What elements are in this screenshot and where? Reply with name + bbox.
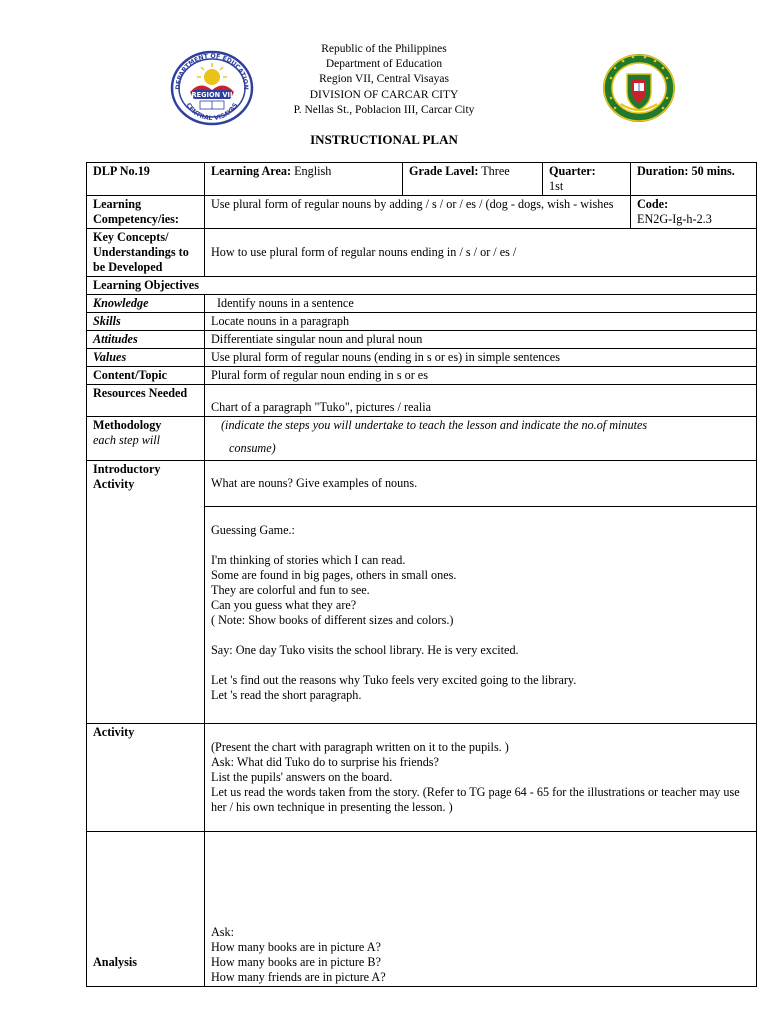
intro-line (211, 538, 750, 553)
analysis-line: How many books are in picture A? (211, 940, 381, 954)
activity-line: Ask: What did Tuko do to surprise his friends? (211, 755, 439, 769)
intro-line (211, 658, 750, 673)
methodology-sub: each step will (93, 433, 161, 447)
code-value: EN2G-Ig-h-2.3 (637, 212, 712, 226)
learning-area-value: English (291, 164, 332, 178)
activity-line: List the pupils' answers on the board. (211, 770, 393, 784)
letterhead-line-division: DIVISION OF CARCAR CITY (309, 88, 459, 101)
intro-line: They are colorful and fun to see. (211, 583, 370, 597)
quarter-cell (543, 163, 631, 196)
values-label: Values (87, 349, 205, 367)
attitudes-row (87, 331, 757, 349)
attitudes-value: Differentiate singular noun and plural noun (205, 331, 757, 349)
instructional-plan-table (86, 162, 757, 987)
activity-detail (205, 724, 757, 832)
methodology-value-cell (205, 417, 757, 461)
values-row (87, 349, 757, 367)
content-row (87, 367, 757, 385)
letterhead-line-department: Department of Education (325, 58, 443, 71)
skills-label: Skills (87, 313, 205, 331)
intro-line: ( Note: Show books of different sizes and colors.) (211, 613, 454, 627)
methodology-value: (indicate the steps you will undertake to teach the lesson and indicate the no.of minutes (221, 418, 648, 432)
quarter-value: 1st (549, 179, 564, 193)
intro-line: Let 's read the short paragraph. (211, 688, 362, 702)
intro-line: Can you guess what they are? (211, 598, 357, 612)
competency-row (87, 196, 757, 229)
intro-row (87, 461, 757, 507)
learning-area-cell (205, 163, 403, 196)
values-value: Use plural form of regular nouns (ending in s or es) in simple sentences (205, 349, 757, 367)
analysis-line: How many books are in picture B? (211, 955, 381, 969)
duration: Duration: 50 mins. (631, 163, 757, 196)
knowledge-row (87, 295, 757, 313)
content-value: Plural form of regular noun ending in s or es (205, 367, 757, 385)
resources-value: Chart of a paragraph "Tuko", pictures / realia (205, 385, 757, 417)
skills-value: Locate nouns in a paragraph (205, 313, 757, 331)
intro-line (211, 628, 750, 643)
activity-row (87, 724, 757, 832)
analysis-label: Analysis (87, 832, 205, 987)
methodology-row (87, 417, 757, 461)
letterhead (0, 42, 768, 118)
intro-line: Let 's find out the reasons why Tuko feels very excited going to the library. (211, 673, 577, 687)
intro-line: I'm thinking of stories which I can read. (211, 553, 406, 567)
analysis-detail (205, 832, 757, 987)
activity-line: Let us read the words taken from the story. (Refer to TG page 64 - 65 for the illustrations or teacher may use her / his own technique in presenting the lesson. ) (211, 785, 740, 814)
grade-level-cell (403, 163, 543, 196)
code-label: Code: (637, 197, 669, 211)
key-concepts-row (87, 229, 757, 277)
header-row (87, 163, 757, 196)
page-title: INSTRUCTIONAL PLAN (310, 132, 458, 147)
intro-detail (205, 507, 757, 724)
resources-row (87, 385, 757, 417)
activity-label: Activity (87, 724, 205, 832)
objectives-row (87, 277, 757, 295)
resources-label: Resources Needed (87, 385, 205, 417)
grade-level-value: Three (478, 164, 510, 178)
objectives-label: Learning Objectives (87, 277, 757, 295)
analysis-line: Ask: (211, 925, 235, 939)
intro-label: Introductory Activity (87, 461, 205, 724)
methodology-cell (87, 417, 205, 461)
intro-line: Say: One day Tuko visits the school library. He is very excited. (211, 643, 519, 657)
competency-value: Use plural form of regular nouns by adding / s / or / es / (dog - dogs, wish - wishes (205, 196, 631, 229)
competency-label: Learning Competency/ies: (87, 196, 205, 229)
skills-row (87, 313, 757, 331)
methodology-label: Methodology (93, 418, 162, 432)
knowledge-label: Knowledge (87, 295, 205, 313)
analysis-row (87, 832, 757, 987)
methodology-value-2: consume) (229, 441, 276, 455)
letterhead-line-republic: Republic of the Philippines (321, 43, 447, 55)
learning-area-label: Learning Area: (211, 164, 292, 178)
activity-line: (Present the chart with paragraph written on it to the pupils. ) (211, 740, 509, 754)
knowledge-value: Identify nouns in a sentence (205, 295, 757, 313)
seal-top-text: DEPARTMENT OF EDUCATION (174, 52, 250, 90)
intro-line: Guessing Game.: (211, 523, 295, 537)
analysis-line: How many friends are in picture A? (211, 970, 386, 984)
content-label: Content/Topic (87, 367, 205, 385)
letterhead-line-address: P. Nellas St., Poblacion III, Carcar City (293, 103, 475, 116)
seal-band-text: REGION VII (191, 91, 233, 100)
dlp-number: DLP No.19 (87, 163, 205, 196)
seal-bottom-text: CENTRAL VISAYAS (184, 102, 240, 123)
code-cell (631, 196, 757, 229)
quarter-label: Quarter: (549, 164, 596, 178)
attitudes-label: Attitudes (87, 331, 205, 349)
letterhead-line-region: Region VII, Central Visayas (319, 73, 449, 86)
key-concepts-label: Key Concepts/ Understandings to be Developed (87, 229, 205, 277)
grade-level-label: Grade Lavel: (409, 164, 479, 178)
intro-value: What are nouns? Give examples of nouns. (205, 461, 757, 507)
key-concepts-value: How to use plural form of regular nouns ending in / s / or / es / (205, 229, 757, 277)
intro-line: Some are found in big pages, others in small ones. (211, 568, 457, 582)
